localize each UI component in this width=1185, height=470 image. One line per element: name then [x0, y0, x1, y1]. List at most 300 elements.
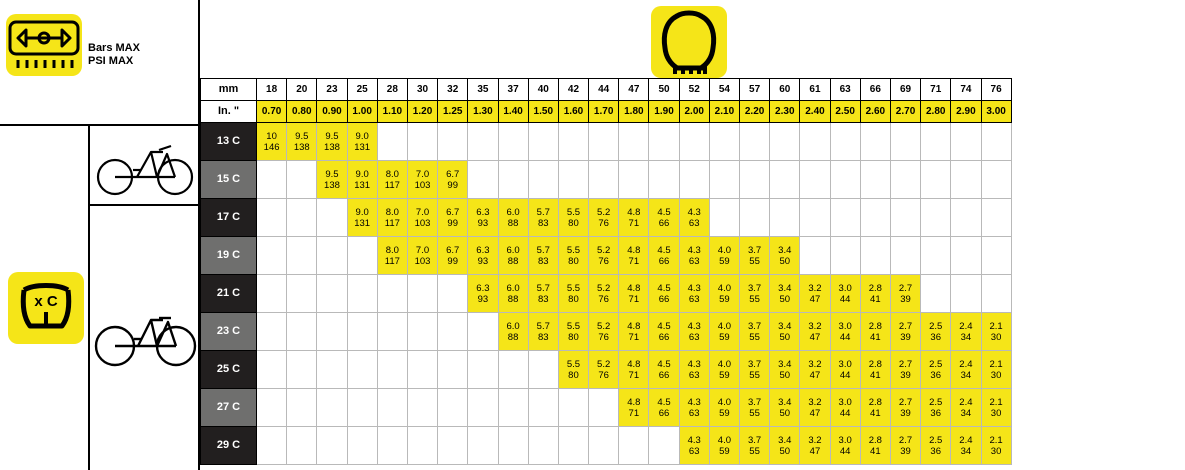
cell-17-c-25: 9.0 131: [347, 199, 377, 237]
cell-23-c-28: [377, 313, 407, 351]
cell-29-c-42: [558, 427, 588, 465]
header-row-mm: [201, 79, 1012, 101]
cell-29-c-18: [257, 427, 287, 465]
cell-23-c-63: 3.0 44: [830, 313, 860, 351]
cell-19-c-63: [830, 237, 860, 275]
cell-23-c-30: [407, 313, 437, 351]
cell-21-c-60: 3.4 50: [770, 275, 800, 313]
cell-17-c-50: 4.5 66: [649, 199, 679, 237]
cell-27-c-71: 2.5 36: [921, 389, 951, 427]
table-row: [201, 427, 1012, 465]
bars-max-label: Bars MAX: [88, 42, 140, 54]
cell-25-c-37: [498, 351, 528, 389]
header-in-14: 2.00: [679, 101, 709, 123]
cell-27-c-54: 4.0 59: [709, 389, 739, 427]
cell-21-c-37: 6.0 88: [498, 275, 528, 313]
header-mm-52: 52: [679, 79, 709, 101]
cell-17-c-44: 5.2 76: [589, 199, 619, 237]
cell-21-c-40: 5.7 83: [528, 275, 558, 313]
table-row: [201, 161, 1012, 199]
cell-27-c-61: 3.2 47: [800, 389, 830, 427]
cell-23-c-40: 5.7 83: [528, 313, 558, 351]
cell-23-c-20: [287, 313, 317, 351]
cell-29-c-76: 2.1 30: [981, 427, 1011, 465]
cell-25-c-35: [468, 351, 498, 389]
bars-psi-label: [88, 42, 140, 68]
table-row: [201, 199, 1012, 237]
cell-15-c-74: [951, 161, 981, 199]
cell-19-c-52: 4.3 63: [679, 237, 709, 275]
header-mm-76: 76: [981, 79, 1011, 101]
cell-15-c-76: [981, 161, 1011, 199]
cell-21-c-28: [377, 275, 407, 313]
cell-17-c-30: 7.0 103: [407, 199, 437, 237]
cell-25-c-61: 3.2 47: [800, 351, 830, 389]
header-mm-40: 40: [528, 79, 558, 101]
cell-13-c-20: 9.5 138: [287, 123, 317, 161]
cell-21-c-52: 4.3 63: [679, 275, 709, 313]
cell-21-c-76: [981, 275, 1011, 313]
cell-19-c-28: 8.0 117: [377, 237, 407, 275]
cell-13-c-71: [921, 123, 951, 161]
cell-17-c-63: [830, 199, 860, 237]
cell-27-c-76: 2.1 30: [981, 389, 1011, 427]
cell-27-c-28: [377, 389, 407, 427]
cell-15-c-30: 7.0 103: [407, 161, 437, 199]
header-in-20: 2.60: [860, 101, 890, 123]
svg-text:x C: x C: [34, 293, 58, 310]
header-in-17: 2.30: [770, 101, 800, 123]
cell-15-c-25: 9.0 131: [347, 161, 377, 199]
row-label-29-c: 29 C: [201, 427, 257, 465]
cell-27-c-63: 3.0 44: [830, 389, 860, 427]
cell-15-c-37: [498, 161, 528, 199]
cell-25-c-44: 5.2 76: [589, 351, 619, 389]
cell-19-c-37: 6.0 88: [498, 237, 528, 275]
cell-23-c-50: 4.5 66: [649, 313, 679, 351]
cell-23-c-66: 2.8 41: [860, 313, 890, 351]
cell-17-c-71: [921, 199, 951, 237]
cell-25-c-69: 2.7 39: [890, 351, 920, 389]
header-mm-37: 37: [498, 79, 528, 101]
cell-21-c-44: 5.2 76: [589, 275, 619, 313]
cell-19-c-71: [921, 237, 951, 275]
cell-21-c-30: [407, 275, 437, 313]
table-row: [201, 123, 1012, 161]
cell-17-c-35: 6.3 93: [468, 199, 498, 237]
cell-21-c-50: 4.5 66: [649, 275, 679, 313]
header-in-10: 1.60: [558, 101, 588, 123]
cell-29-c-37: [498, 427, 528, 465]
cell-23-c-71: 2.5 36: [921, 313, 951, 351]
psi-max-label: PSI MAX: [88, 55, 134, 67]
cell-29-c-54: 4.0 59: [709, 427, 739, 465]
cell-29-c-66: 2.8 41: [860, 427, 890, 465]
cell-17-c-69: [890, 199, 920, 237]
table-row: [201, 351, 1012, 389]
table-row: [201, 389, 1012, 427]
cell-21-c-23: [317, 275, 347, 313]
cell-21-c-57: 3.7 55: [740, 275, 770, 313]
cell-15-c-50: [649, 161, 679, 199]
cell-27-c-44: [589, 389, 619, 427]
header-in-16: 2.20: [740, 101, 770, 123]
cell-27-c-20: [287, 389, 317, 427]
header-in-23: 2.90: [951, 101, 981, 123]
cell-25-c-71: 2.5 36: [921, 351, 951, 389]
header-in-7: 1.30: [468, 101, 498, 123]
cell-19-c-50: 4.5 66: [649, 237, 679, 275]
cell-29-c-47: [619, 427, 649, 465]
cell-21-c-54: 4.0 59: [709, 275, 739, 313]
cell-13-c-44: [589, 123, 619, 161]
header-mm-60: 60: [770, 79, 800, 101]
cell-29-c-71: 2.5 36: [921, 427, 951, 465]
cell-15-c-28: 8.0 117: [377, 161, 407, 199]
header-mm-18: 18: [257, 79, 287, 101]
cell-27-c-66: 2.8 41: [860, 389, 890, 427]
row-label-15-c: 15 C: [201, 161, 257, 199]
cell-27-c-52: 4.3 63: [679, 389, 709, 427]
cell-19-c-44: 5.2 76: [589, 237, 619, 275]
cell-13-c-74: [951, 123, 981, 161]
cell-19-c-54: 4.0 59: [709, 237, 739, 275]
cell-29-c-28: [377, 427, 407, 465]
cell-13-c-37: [498, 123, 528, 161]
cell-13-c-69: [890, 123, 920, 161]
cell-21-c-32: [438, 275, 468, 313]
tyre-cross-section-icon: [651, 6, 727, 78]
cell-29-c-23: [317, 427, 347, 465]
header-mm-69: 69: [890, 79, 920, 101]
cell-13-c-52: [679, 123, 709, 161]
header-mm-25: 25: [347, 79, 377, 101]
header-mm-57: 57: [740, 79, 770, 101]
cell-21-c-69: 2.7 39: [890, 275, 920, 313]
cell-13-c-54: [709, 123, 739, 161]
cell-21-c-63: 3.0 44: [830, 275, 860, 313]
cell-19-c-57: 3.7 55: [740, 237, 770, 275]
table-row: [201, 313, 1012, 351]
cell-13-c-42: [558, 123, 588, 161]
cell-19-c-40: 5.7 83: [528, 237, 558, 275]
cell-23-c-23: [317, 313, 347, 351]
header-mm-63: 63: [830, 79, 860, 101]
cell-15-c-42: [558, 161, 588, 199]
cell-17-c-40: 5.7 83: [528, 199, 558, 237]
cell-19-c-42: 5.5 80: [558, 237, 588, 275]
cell-29-c-60: 3.4 50: [770, 427, 800, 465]
header-in-2: 0.90: [317, 101, 347, 123]
cell-19-c-32: 6.7 99: [438, 237, 468, 275]
cell-13-c-28: [377, 123, 407, 161]
cell-13-c-23: 9.5 138: [317, 123, 347, 161]
cell-21-c-25: [347, 275, 377, 313]
cell-21-c-35: 6.3 93: [468, 275, 498, 313]
cell-23-c-47: 4.8 71: [619, 313, 649, 351]
table-row: [201, 275, 1012, 313]
header-mm-32: 32: [438, 79, 468, 101]
cell-15-c-63: [830, 161, 860, 199]
cell-17-c-60: [770, 199, 800, 237]
cell-19-c-35: 6.3 93: [468, 237, 498, 275]
cell-23-c-76: 2.1 30: [981, 313, 1011, 351]
header-mm-20: 20: [287, 79, 317, 101]
cell-13-c-66: [860, 123, 890, 161]
cell-19-c-61: [800, 237, 830, 275]
cell-19-c-74: [951, 237, 981, 275]
cell-23-c-69: 2.7 39: [890, 313, 920, 351]
cell-27-c-23: [317, 389, 347, 427]
header-mm-61: 61: [800, 79, 830, 101]
header-mm-47: 47: [619, 79, 649, 101]
cell-15-c-54: [709, 161, 739, 199]
cell-25-c-23: [317, 351, 347, 389]
cell-25-c-47: 4.8 71: [619, 351, 649, 389]
cell-13-c-30: [407, 123, 437, 161]
header-mm-28: 28: [377, 79, 407, 101]
row-label-23-c: 23 C: [201, 313, 257, 351]
cell-29-c-61: 3.2 47: [800, 427, 830, 465]
cell-15-c-47: [619, 161, 649, 199]
header-in-8: 1.40: [498, 101, 528, 123]
cell-13-c-18: 10 146: [257, 123, 287, 161]
cell-21-c-20: [287, 275, 317, 313]
header-in-18: 2.40: [800, 101, 830, 123]
header-mm-74: 74: [951, 79, 981, 101]
cell-13-c-76: [981, 123, 1011, 161]
cell-27-c-60: 3.4 50: [770, 389, 800, 427]
cell-25-c-40: [528, 351, 558, 389]
cell-15-c-32: 6.7 99: [438, 161, 468, 199]
cell-17-c-20: [287, 199, 317, 237]
cell-25-c-28: [377, 351, 407, 389]
cell-23-c-37: 6.0 88: [498, 313, 528, 351]
cell-19-c-60: 3.4 50: [770, 237, 800, 275]
cell-13-c-47: [619, 123, 649, 161]
cell-17-c-66: [860, 199, 890, 237]
mountain-bike-icon: [93, 300, 197, 375]
cell-29-c-63: 3.0 44: [830, 427, 860, 465]
cell-29-c-30: [407, 427, 437, 465]
cell-29-c-44: [589, 427, 619, 465]
row-label-25-c: 25 C: [201, 351, 257, 389]
header-in-12: 1.80: [619, 101, 649, 123]
cell-29-c-57: 3.7 55: [740, 427, 770, 465]
road-bike-icon: [95, 132, 195, 203]
cell-19-c-69: [890, 237, 920, 275]
cell-13-c-63: [830, 123, 860, 161]
cell-23-c-32: [438, 313, 468, 351]
cell-15-c-60: [770, 161, 800, 199]
cell-23-c-44: 5.2 76: [589, 313, 619, 351]
header-in-3: 1.00: [347, 101, 377, 123]
header-mm-35: 35: [468, 79, 498, 101]
cell-19-c-25: [347, 237, 377, 275]
cell-13-c-25: 9.0 131: [347, 123, 377, 161]
header-mm-23: 23: [317, 79, 347, 101]
cell-29-c-52: 4.3 63: [679, 427, 709, 465]
cell-29-c-69: 2.7 39: [890, 427, 920, 465]
cell-27-c-37: [498, 389, 528, 427]
cell-23-c-18: [257, 313, 287, 351]
cell-15-c-69: [890, 161, 920, 199]
cell-23-c-35: [468, 313, 498, 351]
cell-17-c-76: [981, 199, 1011, 237]
cell-29-c-74: 2.4 34: [951, 427, 981, 465]
cell-17-c-42: 5.5 80: [558, 199, 588, 237]
cell-13-c-32: [438, 123, 468, 161]
cell-15-c-35: [468, 161, 498, 199]
cell-19-c-47: 4.8 71: [619, 237, 649, 275]
cell-21-c-42: 5.5 80: [558, 275, 588, 313]
cell-15-c-71: [921, 161, 951, 199]
cell-27-c-47: 4.8 71: [619, 389, 649, 427]
cell-25-c-66: 2.8 41: [860, 351, 890, 389]
row-label-17-c: 17 C: [201, 199, 257, 237]
header-unit-inches: In. ": [201, 101, 257, 123]
header-mm-42: 42: [558, 79, 588, 101]
cell-29-c-35: [468, 427, 498, 465]
header-in-4: 1.10: [377, 101, 407, 123]
cell-25-c-63: 3.0 44: [830, 351, 860, 389]
cell-15-c-44: [589, 161, 619, 199]
cell-15-c-52: [679, 161, 709, 199]
cell-13-c-61: [800, 123, 830, 161]
cell-17-c-37: 6.0 88: [498, 199, 528, 237]
cell-27-c-25: [347, 389, 377, 427]
cell-29-c-20: [287, 427, 317, 465]
header-in-13: 1.90: [649, 101, 679, 123]
cell-17-c-23: [317, 199, 347, 237]
cell-17-c-61: [800, 199, 830, 237]
header-mm-54: 54: [709, 79, 739, 101]
cell-15-c-18: [257, 161, 287, 199]
header-in-1: 0.80: [287, 101, 317, 123]
header-in-24: 3.00: [981, 101, 1011, 123]
cell-23-c-25: [347, 313, 377, 351]
cell-15-c-61: [800, 161, 830, 199]
cell-21-c-61: 3.2 47: [800, 275, 830, 313]
rim-width-c-icon: [8, 272, 84, 344]
cell-25-c-57: 3.7 55: [740, 351, 770, 389]
cell-17-c-47: 4.8 71: [619, 199, 649, 237]
cell-25-c-30: [407, 351, 437, 389]
cell-15-c-20: [287, 161, 317, 199]
pressure-gauge-icon: [6, 14, 82, 76]
cell-23-c-60: 3.4 50: [770, 313, 800, 351]
cell-19-c-23: [317, 237, 347, 275]
cell-27-c-69: 2.7 39: [890, 389, 920, 427]
cell-25-c-76: 2.1 30: [981, 351, 1011, 389]
cell-27-c-74: 2.4 34: [951, 389, 981, 427]
pressure-table: [200, 78, 1012, 465]
cell-19-c-76: [981, 237, 1011, 275]
header-mm-66: 66: [860, 79, 890, 101]
cell-17-c-52: 4.3 63: [679, 199, 709, 237]
cell-19-c-66: [860, 237, 890, 275]
cell-29-c-32: [438, 427, 468, 465]
header-row-inches: [201, 101, 1012, 123]
cell-27-c-50: 4.5 66: [649, 389, 679, 427]
cell-27-c-35: [468, 389, 498, 427]
cell-19-c-30: 7.0 103: [407, 237, 437, 275]
header-in-15: 2.10: [709, 101, 739, 123]
cell-23-c-52: 4.3 63: [679, 313, 709, 351]
cell-15-c-66: [860, 161, 890, 199]
header-in-19: 2.50: [830, 101, 860, 123]
header-in-0: 0.70: [257, 101, 287, 123]
header-in-21: 2.70: [890, 101, 920, 123]
cell-27-c-18: [257, 389, 287, 427]
cell-21-c-71: [921, 275, 951, 313]
header-in-11: 1.70: [589, 101, 619, 123]
cell-25-c-50: 4.5 66: [649, 351, 679, 389]
header-mm-30: 30: [407, 79, 437, 101]
cell-27-c-40: [528, 389, 558, 427]
row-label-19-c: 19 C: [201, 237, 257, 275]
cell-17-c-57: [740, 199, 770, 237]
cell-27-c-32: [438, 389, 468, 427]
header-in-22: 2.80: [921, 101, 951, 123]
cell-19-c-18: [257, 237, 287, 275]
cell-13-c-50: [649, 123, 679, 161]
cell-25-c-32: [438, 351, 468, 389]
cell-23-c-42: 5.5 80: [558, 313, 588, 351]
table-row: [201, 237, 1012, 275]
cell-25-c-25: [347, 351, 377, 389]
cell-15-c-23: 9.5 138: [317, 161, 347, 199]
header-mm-44: 44: [589, 79, 619, 101]
header-in-9: 1.50: [528, 101, 558, 123]
cell-21-c-47: 4.8 71: [619, 275, 649, 313]
cell-25-c-60: 3.4 50: [770, 351, 800, 389]
cell-13-c-60: [770, 123, 800, 161]
cell-29-c-25: [347, 427, 377, 465]
row-label-13-c: 13 C: [201, 123, 257, 161]
cell-15-c-57: [740, 161, 770, 199]
cell-17-c-32: 6.7 99: [438, 199, 468, 237]
cell-17-c-28: 8.0 117: [377, 199, 407, 237]
cell-15-c-40: [528, 161, 558, 199]
cell-27-c-30: [407, 389, 437, 427]
cell-29-c-40: [528, 427, 558, 465]
cell-23-c-54: 4.0 59: [709, 313, 739, 351]
cell-25-c-52: 4.3 63: [679, 351, 709, 389]
branding-block: [0, 0, 200, 126]
cell-13-c-35: [468, 123, 498, 161]
cell-25-c-18: [257, 351, 287, 389]
cell-27-c-57: 3.7 55: [740, 389, 770, 427]
cell-13-c-40: [528, 123, 558, 161]
cell-25-c-20: [287, 351, 317, 389]
cell-21-c-18: [257, 275, 287, 313]
cell-25-c-74: 2.4 34: [951, 351, 981, 389]
cell-23-c-61: 3.2 47: [800, 313, 830, 351]
row-label-27-c: 27 C: [201, 389, 257, 427]
cell-17-c-54: [709, 199, 739, 237]
cell-19-c-20: [287, 237, 317, 275]
cell-23-c-74: 2.4 34: [951, 313, 981, 351]
cell-23-c-57: 3.7 55: [740, 313, 770, 351]
cell-25-c-54: 4.0 59: [709, 351, 739, 389]
header-in-6: 1.25: [438, 101, 468, 123]
cell-21-c-66: 2.8 41: [860, 275, 890, 313]
cell-27-c-42: [558, 389, 588, 427]
cell-17-c-74: [951, 199, 981, 237]
row-label-21-c: 21 C: [201, 275, 257, 313]
cell-17-c-18: [257, 199, 287, 237]
